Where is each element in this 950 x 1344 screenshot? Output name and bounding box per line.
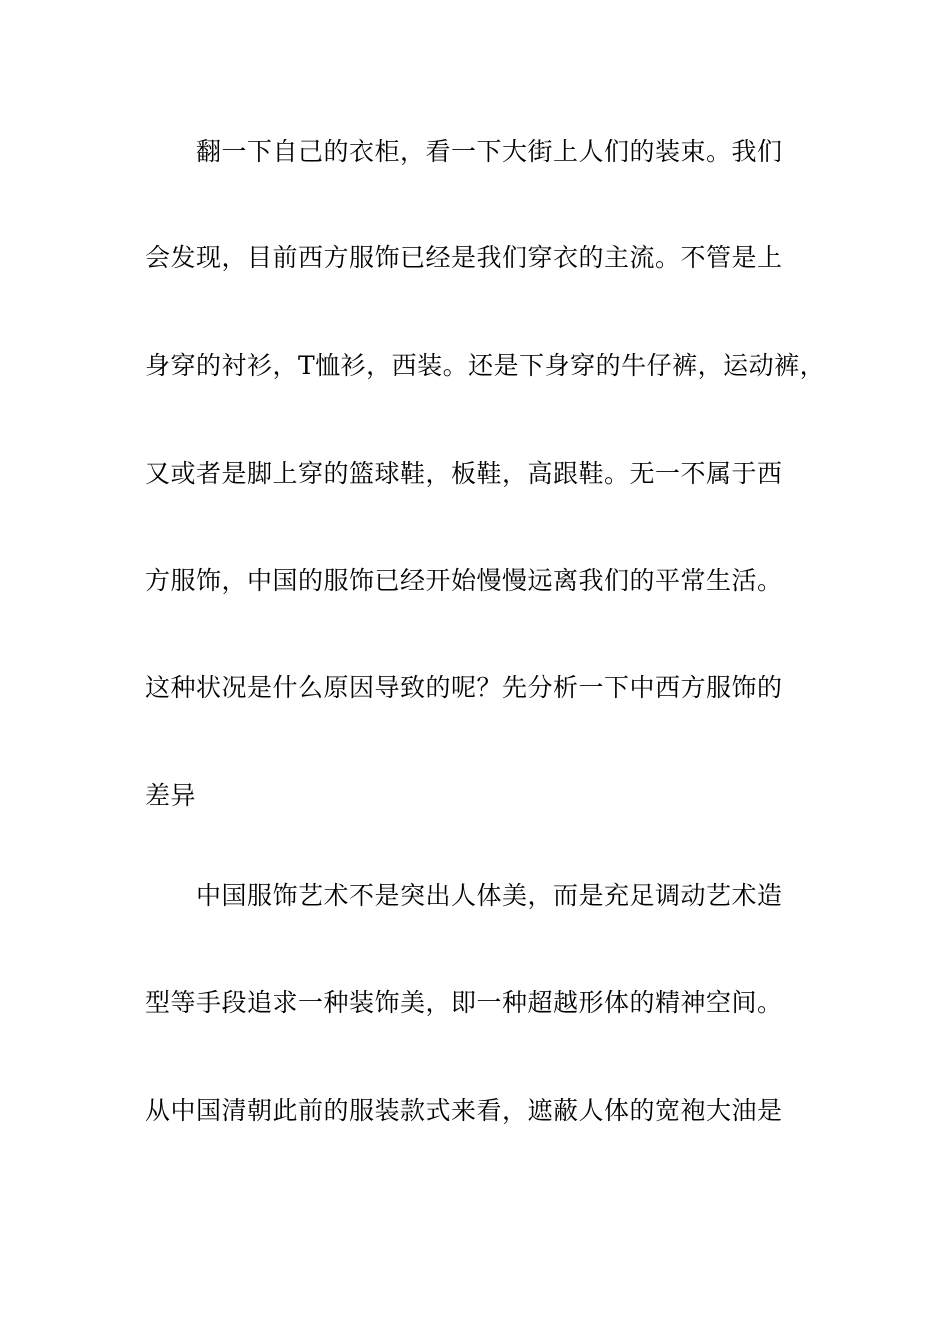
paragraph-1-line-4: 又或者是脚上穿的篮球鞋，板鞋，高跟鞋。无一不属于西 <box>145 459 783 488</box>
paragraph-1-line-7: 差异 <box>145 781 197 810</box>
paragraph-1-line-6: 这种状况是什么原因导致的呢？先分析一下中西方服饰的 <box>145 673 783 702</box>
paragraph-1-line-1: 翻一下自己的衣柜，看一下大街上人们的装束。我们 <box>196 137 783 166</box>
paragraph-2-line-3: 从中国清朝此前的服装款式来看，遮蔽人体的宽袍大油是 <box>145 1096 783 1125</box>
paragraph-2-line-1: 中国服饰艺术不是突出人体美，而是充足调动艺术造 <box>196 881 783 910</box>
paragraph-1-line-2: 会发现，目前西方服饰已经是我们穿衣的主流。不管是上 <box>145 243 783 272</box>
paragraph-1-line-3: 身穿的衬衫，T恤衫，西装。还是下身穿的牛仔裤，运动裤， <box>145 351 826 380</box>
paragraph-1-line-5: 方服饰，中国的服饰已经开始慢慢远离我们的平常生活。 <box>145 566 783 595</box>
paragraph-2-line-2: 型等手段追求一种装饰美，即一种超越形体的精神空间。 <box>145 988 783 1017</box>
